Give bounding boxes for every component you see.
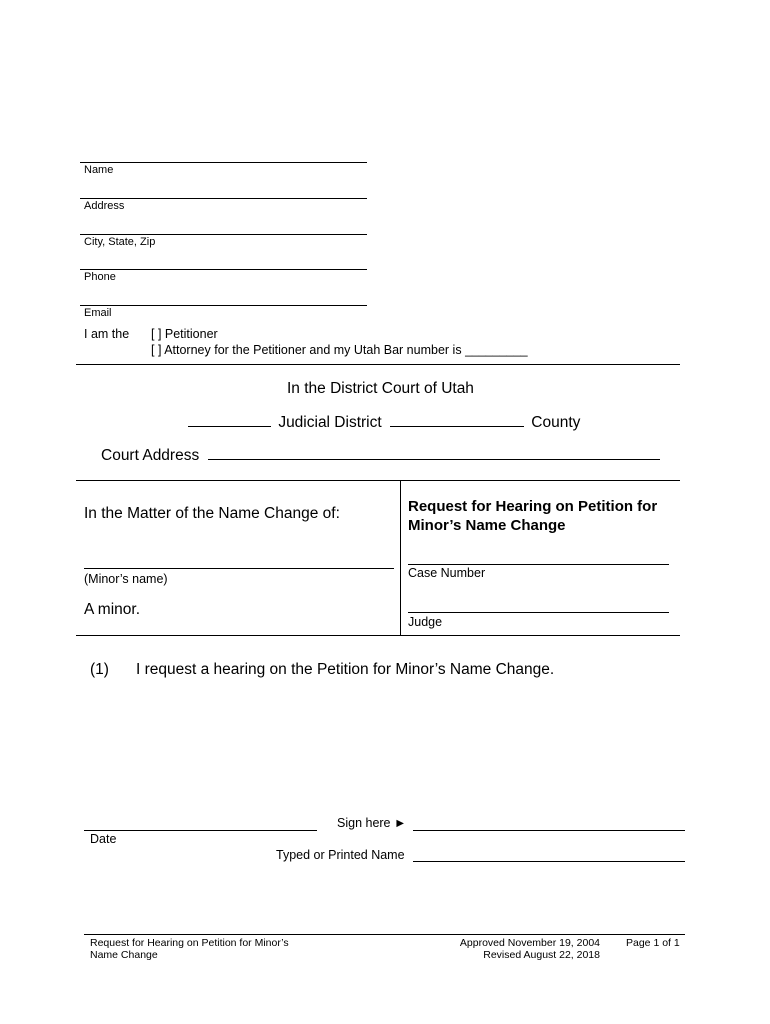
case-number-line[interactable] [408,564,669,565]
phone-line[interactable] [80,269,367,270]
district-row [188,414,580,432]
city-state-zip-label: City, State, Zip [84,236,156,248]
typed-name-line[interactable] [413,861,685,862]
caption-top-border [76,480,680,481]
document-title-line2: Minor’s Name Change [408,517,566,534]
court-address-field[interactable] [208,459,660,460]
address-label: Address [84,200,125,212]
email-label: Email [84,307,112,319]
caption-divider [400,480,401,635]
footer-dates [460,937,600,961]
minor-text: A minor. [84,601,140,618]
bar-number-blank[interactable]: _________ [465,343,528,357]
footer-form-title-line1: Request for Hearing on Petition for Minor’s [90,937,289,949]
attorney-checkbox[interactable] [151,343,528,357]
date-label: Date [90,832,117,846]
judicial-district-label: Judicial District [278,414,382,431]
judge-label: Judge [408,615,443,629]
name-line[interactable] [80,162,367,163]
judge-line[interactable] [408,612,669,613]
footer-form-title [90,937,289,961]
footer-approved: Approved November 19, 2004 [459,937,600,949]
county-label: County [531,414,581,431]
sign-here-label: Sign here ► [337,816,407,830]
county-name-field[interactable] [390,426,524,427]
court-heading: In the District Court of Utah [287,380,474,397]
phone-label: Phone [84,271,116,283]
caption-bottom-border [76,635,680,636]
typed-name-label: Typed or Printed Name [276,848,405,862]
attorney-option-label: [ ] Attorney for the Petitioner and my Utah Bar number is [151,343,462,357]
city-line[interactable] [80,234,367,235]
signature-line[interactable] [413,830,685,831]
date-line[interactable] [84,830,317,831]
footer-revised: Revised August 22, 2018 [483,949,600,961]
header-divider [76,364,680,365]
case-number-label: Case Number [408,566,486,580]
matter-label: In the Matter of the Name Change of: [84,505,340,522]
district-number-field[interactable] [188,426,271,427]
item-text: I request a hearing on the Petition for Minor’s Name Change. [136,661,555,678]
document-title-line1: Request for Hearing on Petition for [408,498,658,515]
court-address-row [101,447,660,465]
minor-name-label: (Minor’s name) [84,572,168,586]
court-address-label: Court Address [101,447,200,464]
minor-name-line[interactable] [84,568,394,569]
footer-divider [84,934,685,935]
role-prefix: I am the [84,327,130,341]
email-line[interactable] [80,305,367,306]
footer-page-number: Page 1 of 1 [626,937,680,949]
address-line[interactable] [80,198,367,199]
name-label: Name [84,164,114,176]
item-number: (1) [90,661,109,678]
petitioner-checkbox[interactable]: [ ] Petitioner [151,327,218,341]
document-title [408,497,657,535]
footer-form-title-line2: Name Change [90,949,158,961]
